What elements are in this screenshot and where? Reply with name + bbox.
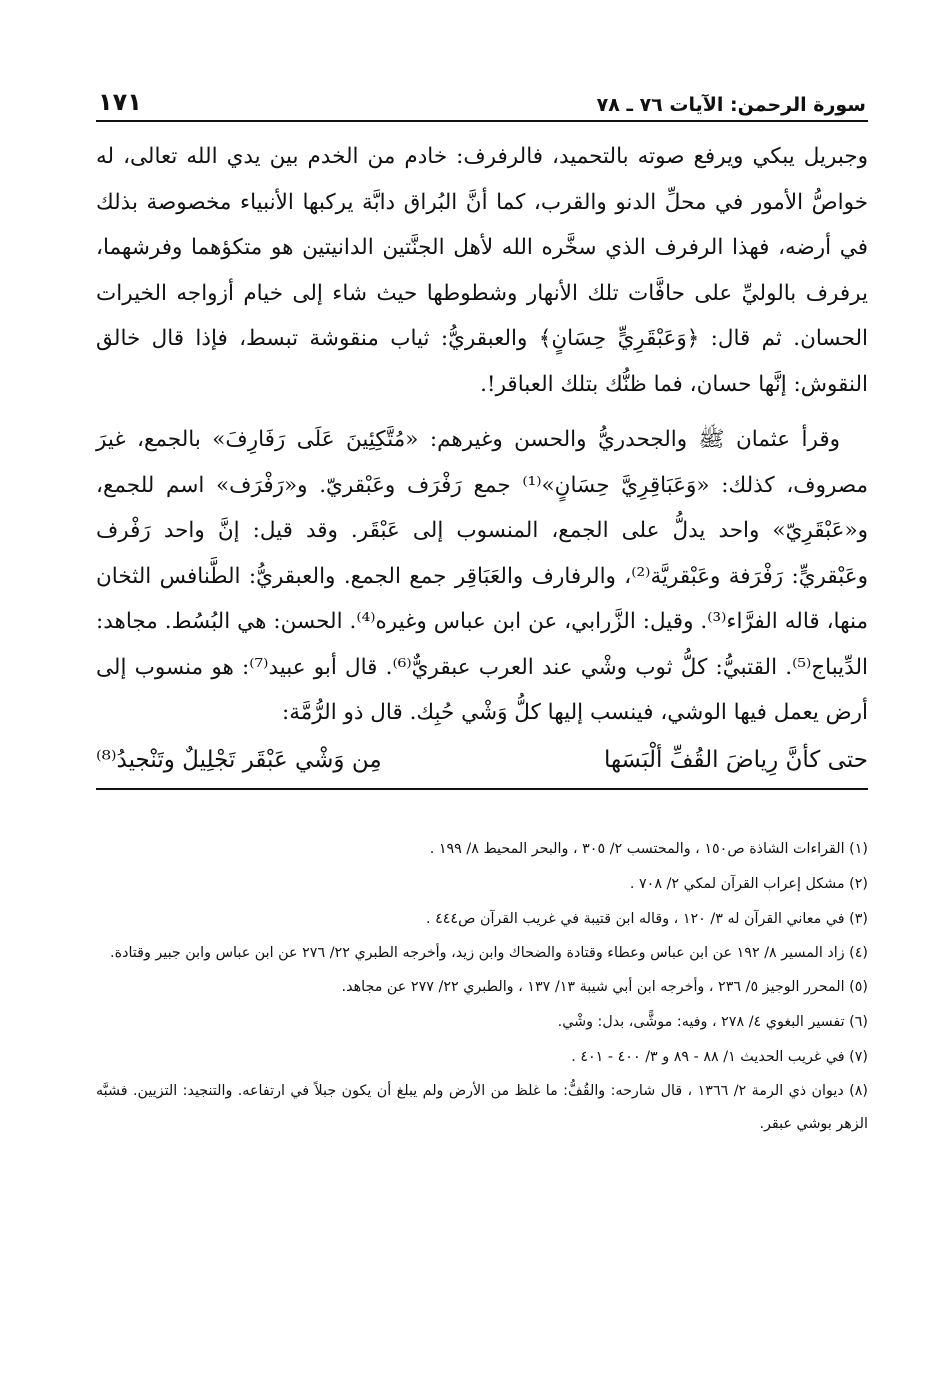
footnotes	[96, 832, 868, 1141]
poetry-verse	[96, 736, 868, 790]
book-page	[96, 78, 868, 1141]
page-number: ١٧١	[98, 88, 142, 116]
footnote: (٦) تفسير البغوي ٤/ ٢٧٨ ، وفيه: موشًّى، بدل: وشْي.	[557, 1013, 868, 1030]
main-text	[96, 134, 868, 790]
paragraph: وقرأ عثمان ﷺ والجحدريُّ والحسن وغيرهم: «مُتَّكِئِينَ عَلَى رَفَارِفَ» بالجمع، غيرَ مصروف، كذلك: «وَعَبَاقِرِيَّ حِسَانٍ»⁽¹⁾ جمع رَفْرَف وعَبْقريّ. و«رَفْرَف» اسم للجمع، و«عَبْقَرِيّ» واحد يدلُّ على الجمع، المنسوب إلى عَبْقَر. وقد قيل: إنَّ واحد رَفْرف وعَبْقريٍّ: رَفْرَفة وعَبْقريَّة⁽²⁾، والرفارف والعَبَاقِر جمع الجمع. والعبقريُّ: الطَّنافس الثخان منها، قاله الفرَّاء⁽³⁾. وقيل: الزَّرابي، عن ابن عباس وغيره⁽⁴⁾. الحسن: هي البُسُط. مجاهد: الدِّيباج⁽⁵⁾. القتبيُّ: كلُّ ثوب وشْي عند العرب عبقريٌّ⁽⁶⁾. قال أبو عبيد⁽⁷⁾: هو منسوب إلى أرض يعمل فيها الوشي، فينسب إليها كلُّ وَشْي حُبِك. قال ذو الرُّمَّة:	[96, 427, 869, 725]
footnote: (٣) في معاني القرآن له ٣/ ١٢٠ ، وقاله ابن قتيبة في غريب القرآن ص٤٤٤ .	[425, 910, 868, 927]
paragraph: وجبريل يبكي ويرفع صوته بالتحميد، فالرفرف: خادم من الخدم بين يدي الله تعالى، له خواصُّ الأمور في محلِّ الدنو والقرب، كما أنَّ البُراق دابَّة يركبها الأنبياء مخصوصة بذلك في أرضه، فهذا الرفرف الذي سخَّره الله لأهل الجنَّتين الدانيتين هو متكؤهما وفرشهما، يرفرف بالوليِّ على حافَّات تلك الأنهار وشطوطها حيث شاء إلى خيام أزواجه الخيرات الحسان. ثم قال: ﴿وَعَبْقَرِيٍّ حِسَانٍ﴾ والعبقريُّ: ثياب منقوشة تبسط، فإذا قال خالق النقوش: إنَّها حسان، فما ظنُّك بتلك العباقر!.	[96, 144, 868, 397]
chapter-title: سورة الرحمن: الآيات ٧٦ ـ ٧٨	[596, 94, 866, 116]
footnote: (٧) في غريب الحديث ١/ ٨٨ - ٨٩ و ٣/ ٤٠٠ - ٤٠١ .	[571, 1048, 868, 1065]
verse-second-hemistich: مِن وَشْي عَبْقَر تَجْلِيلٌ وتَنْجيدُ⁽⁸⁾	[96, 746, 382, 773]
footnote: (١) القراءات الشاذة ص١٥٠ ، والمحتسب ٢/ ٣٠٥ ، والبحر المحيط ٨/ ١٩٩ .	[429, 840, 868, 857]
footnote: (٢) مشكل إعراب القرآن لمكي ٢/ ٧٠٨ .	[629, 875, 868, 892]
footnote: (٤) زاد المسير ٨/ ١٩٢ عن ابن عباس وعطاء وقتادة والضحاك وابن زيد، وأخرجه الطبري ٢٢/ ٢٧٦ عن ابن عباس وابن جبير وقتادة.	[110, 944, 868, 961]
verse-first-hemistich: حتى كأنَّ رِياضَ القُفِّ ألْبَسَها	[603, 746, 868, 773]
footnote: (٨) ديوان ذي الرمة ٢/ ١٣٦٦ ، قال شارحه: والقُفُّ: ما غلظ من الأرض ولم يبلغ أن يكون جبلاً في ارتفاعه. والتنجيد: التزيين. فشبَّه الزهر بوشي عبقر.	[96, 1082, 868, 1132]
running-header	[96, 78, 868, 122]
footnote: (٥) المحرر الوجيز ٥/ ٢٣٦ ، وأخرجه ابن أبي شيبة ١٣/ ١٣٧ ، والطبري ٢٢/ ٢٧٧ عن مجاهد.	[341, 978, 868, 995]
